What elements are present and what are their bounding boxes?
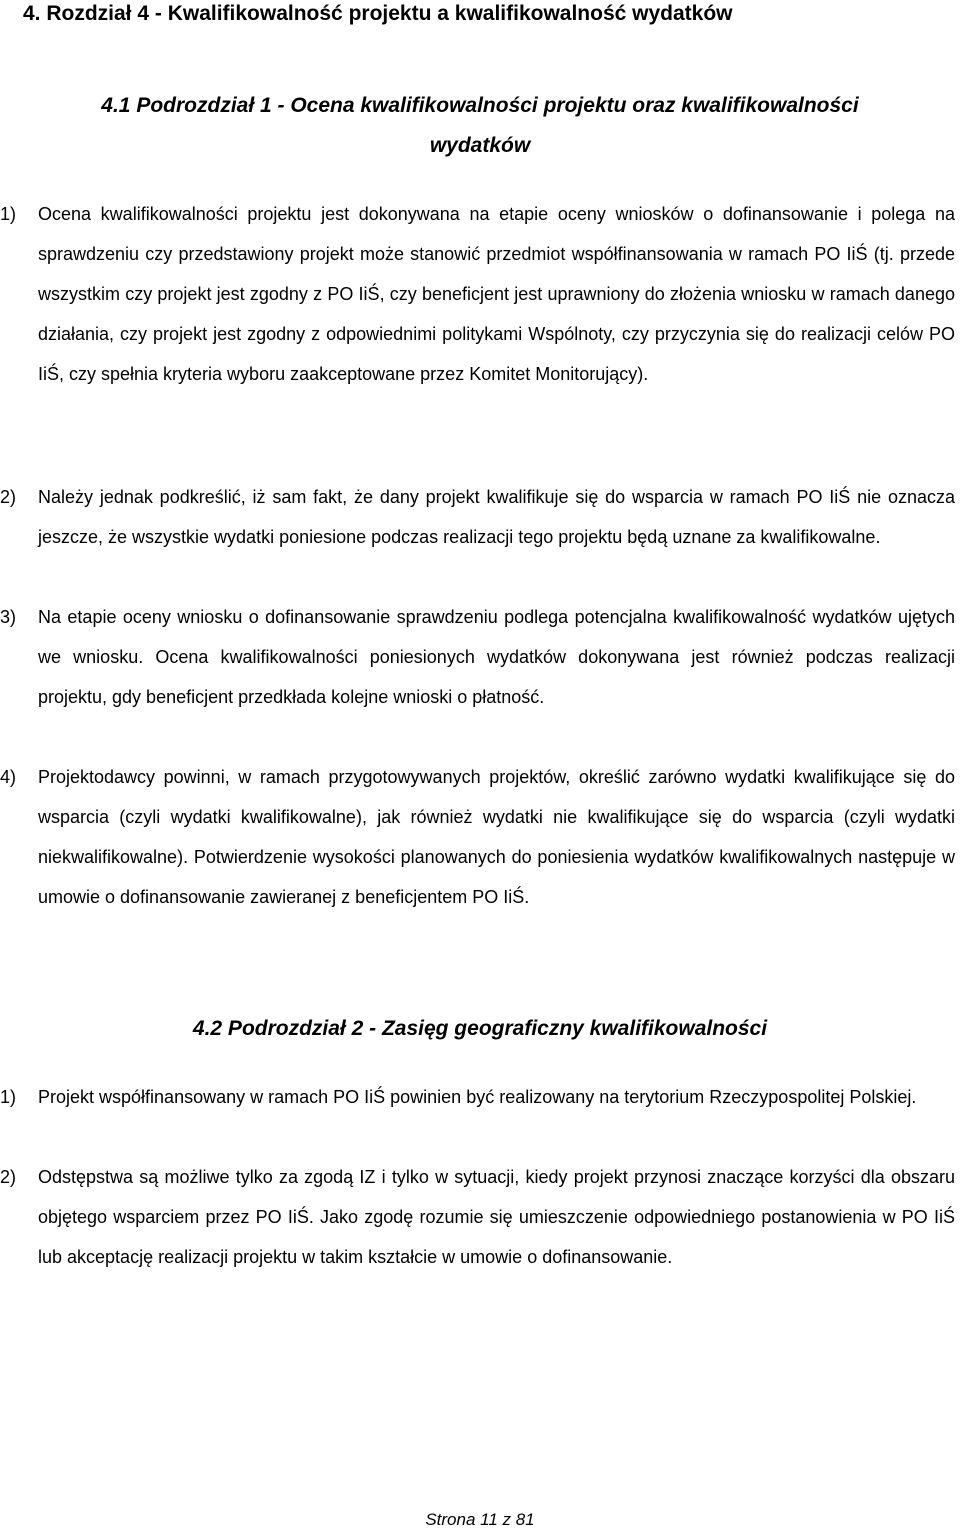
page-footer: Strona 11 z 81 [425, 1510, 535, 1529]
list-item-number: 1) [0, 1087, 17, 1107]
list-item-number: 2) [0, 1167, 17, 1187]
section-title-4-2: 4.2 Podrozdział 2 - Zasięg geograficzny kwalifikowalności [192, 1017, 768, 1040]
list-item-text: Projekt współfinansowany w ramach PO IiŚ powinien być realizowany na terytorium Rzeczypospolitej Polskiej. [38, 1087, 917, 1107]
list-item-number: 3) [0, 607, 17, 627]
section-title-4-1: 4.1 Podrozdział 1 - Ocena kwalifikowalności projektu oraz kwalifikowalności wydatków [101, 94, 859, 157]
list-item-text: Na etapie oceny wniosku o dofinansowanie sprawdzeniu podlega potencjalna kwalifikowalność wydatków ujętych we wniosku. Ocena kwalifikowalności poniesionych wydatków dokonywana jest również podczas realizacji projektu, gdy beneficjent przedkłada kolejne wnioski o płatność. [38, 607, 955, 707]
list-item-text: Należy jednak podkreślić, iż sam fakt, że dany projekt kwalifikuje się do wsparcia w ramach PO IiŚ nie oznacza jeszcze, że wszystkie wydatki poniesione podczas realizacji tego projektu będą uznane za kwalifikowalne. [38, 487, 955, 547]
list-item-number: 1) [0, 204, 17, 224]
list-item-number: 2) [0, 487, 17, 507]
chapter-title: 4. Rozdział 4 - Kwalifikowalność projektu a kwalifikowalność wydatków [23, 2, 733, 25]
list-item-number: 4) [0, 767, 17, 787]
list-item-text: Odstępstwa są możliwe tylko za zgodą IZ i tylko w sytuacji, kiedy projekt przynosi znaczące korzyści dla obszaru objętego wsparciem przez PO IiŚ. Jako zgodę rozumie się umieszczenie odpowiedniego postanowienia w PO IiŚ lub akceptację realizacji projektu w takim kształcie w umowie o dofinansowanie. [38, 1167, 955, 1267]
list-item-text: Ocena kwalifikowalności projektu jest dokonywana na etapie oceny wniosków o dofinansowanie i polega na sprawdzeniu czy przedstawiony projekt może stanowić przedmiot współfinansowania w ramach PO IiŚ (tj. przede wszystkim czy projekt jest zgodny z PO IiŚ, czy beneficjent jest uprawniony do złożenia wniosku w ramach danego działania, czy projekt jest zgodny z odpowiednimi politykami Wspólnoty, czy przyczynia się do realizacji celów PO IiŚ, czy spełnia kryteria wyboru zaakceptowane przez Komitet Monitorujący). [38, 204, 955, 384]
list-item-text: Projektodawcy powinni, w ramach przygotowywanych projektów, określić zarówno wydatki kwalifikujące się do wsparcia (czyli wydatki kwalifikowalne), jak również wydatki nie kwalifikujące się do wsparcia (czyli wydatki niekwalifikowalne). Potwierdzenie wysokości planowanych do poniesienia wydatków kwalifikowalnych następuje w umowie o dofinansowanie zawieranej z beneficjentem PO IiŚ. [38, 767, 955, 907]
